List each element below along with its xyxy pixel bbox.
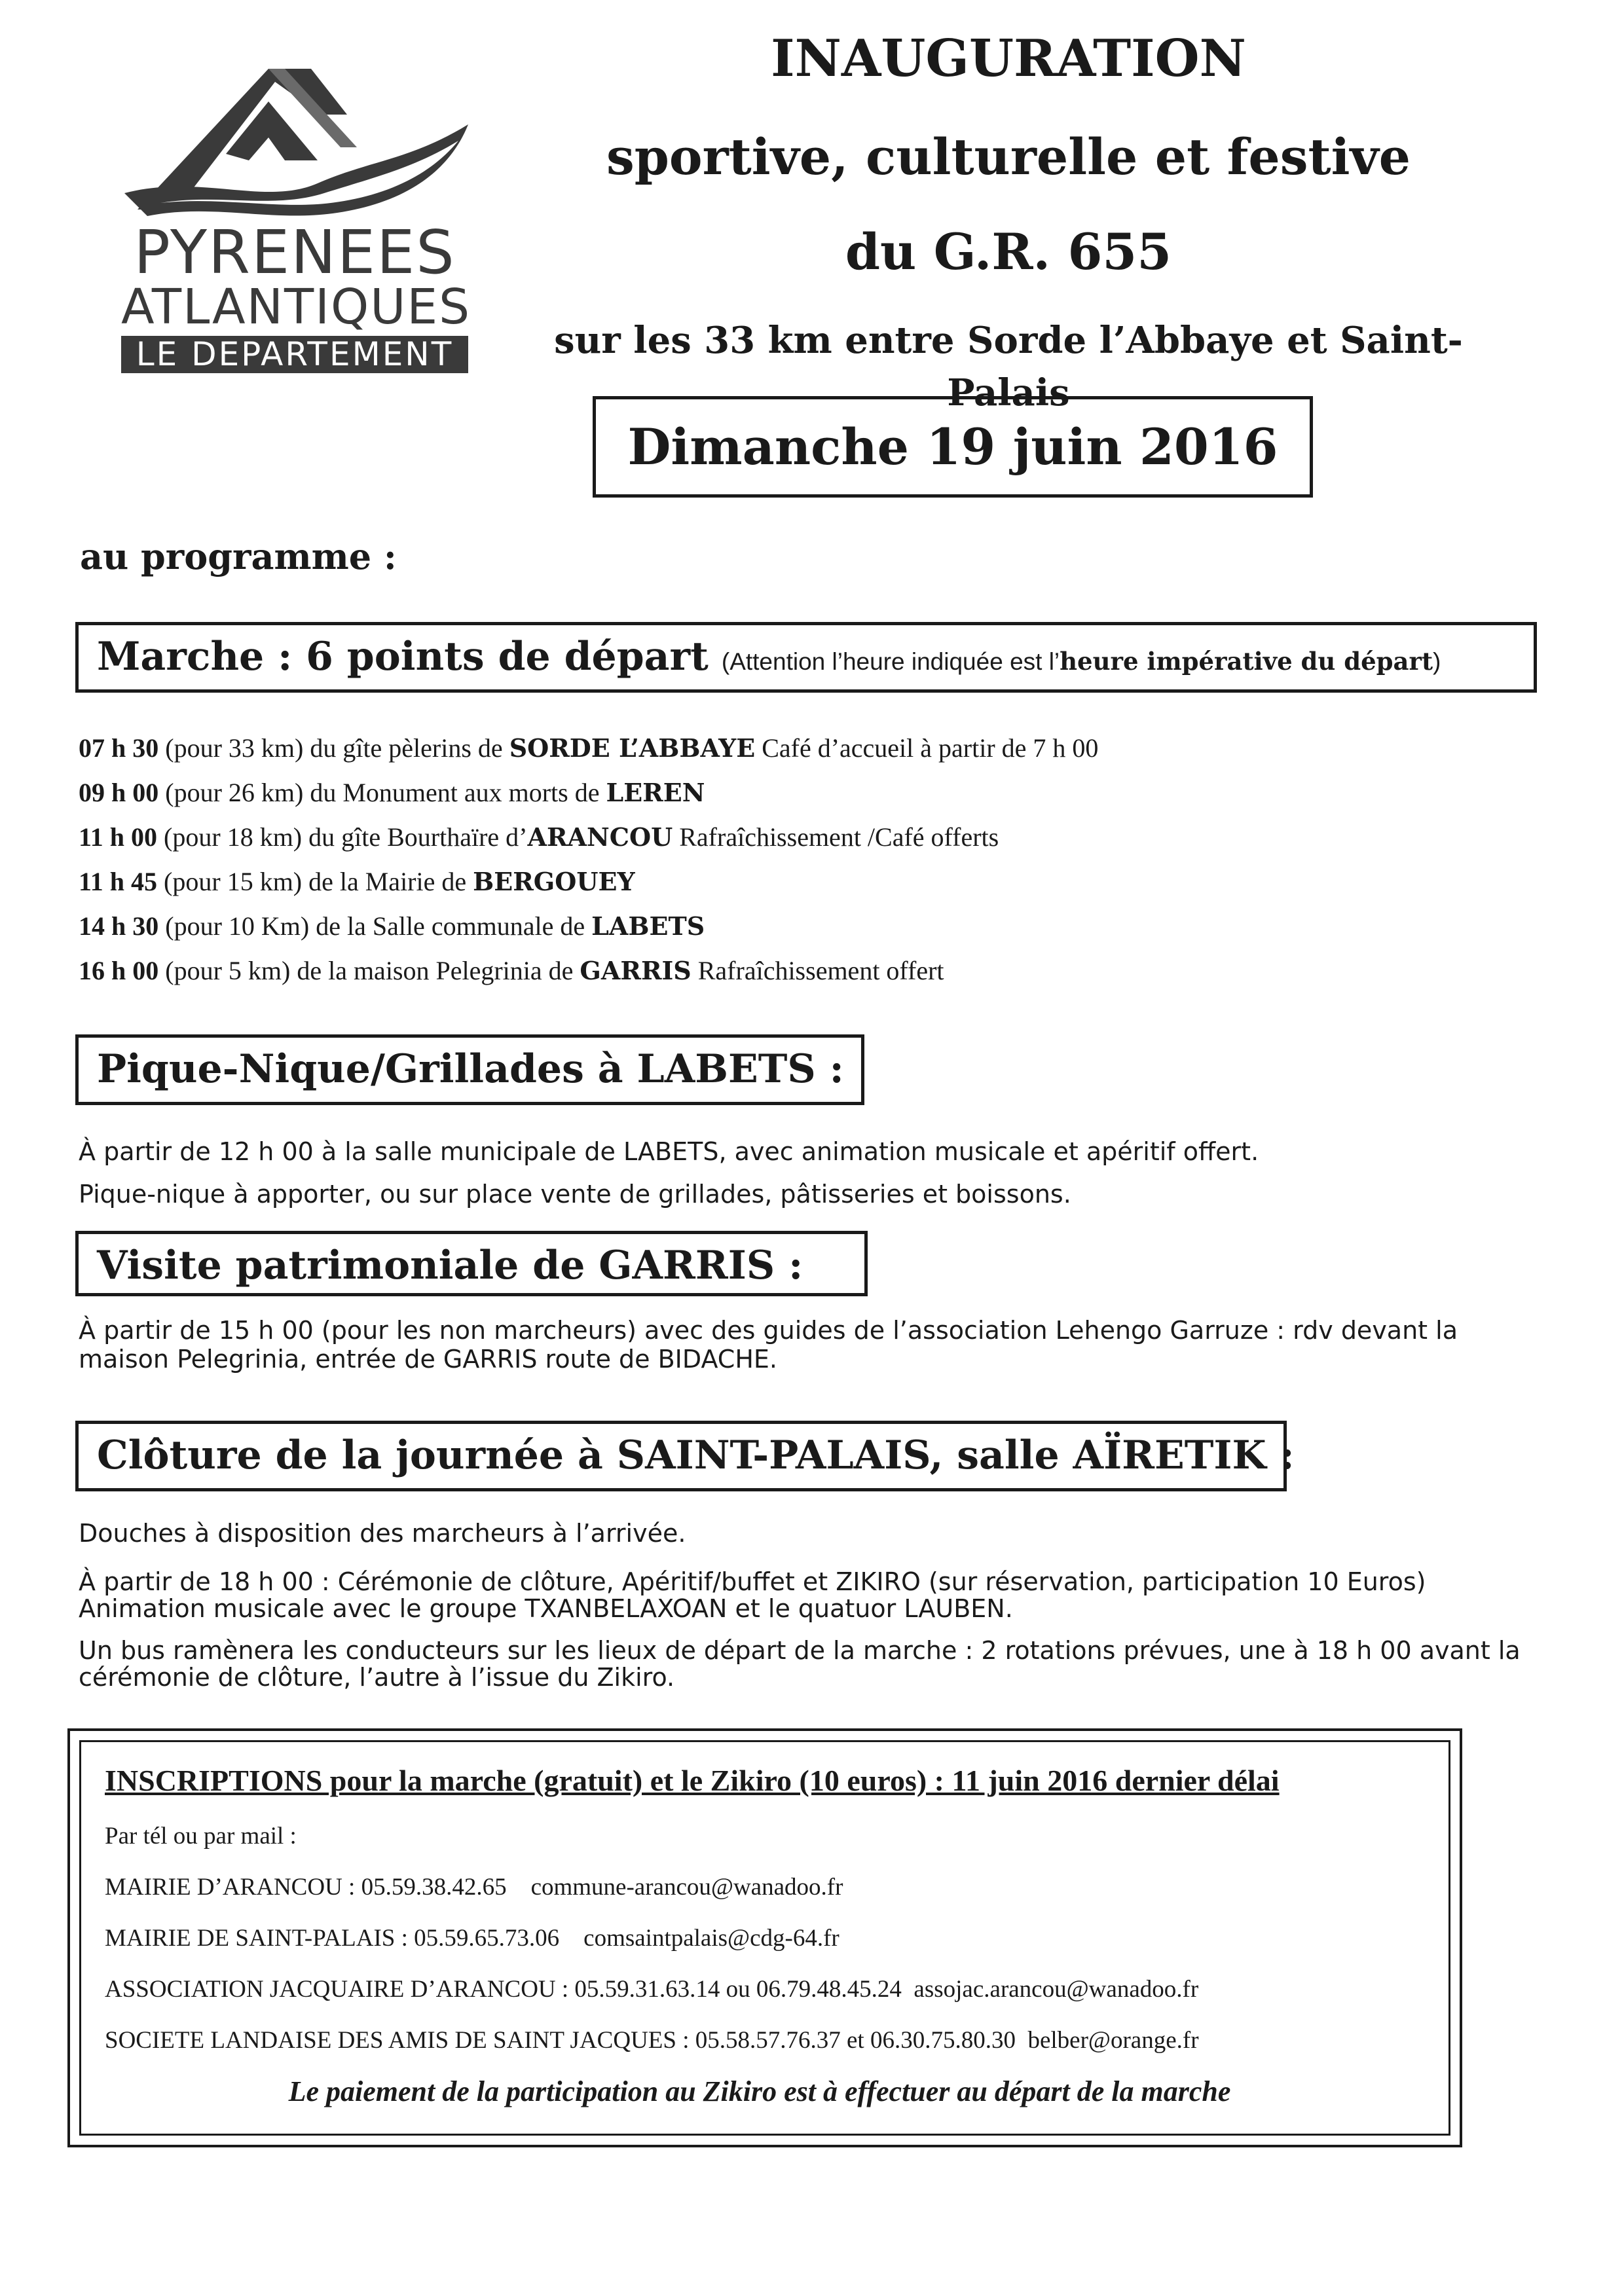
inscriptions-intro: Par tél ou par mail : [105,1823,297,1850]
departure-text: (pour 5 km) de la maison Pelegrinia de [158,956,580,985]
contact-email[interactable]: commune-arancou@wanadoo.fr [530,1874,843,1901]
cloture-line-3: Animation musicale avec le groupe TXANBELAXOAN et le quatuor LAUBEN. [79,1594,1013,1623]
departure-item [79,730,1098,767]
cloture-line-5: cérémonie de clôture, l’autre à l’issue du Zikiro. [79,1663,675,1692]
departure-place: BERGOUEY [473,867,635,896]
contact-line [105,1973,1198,2006]
departure-time: 11 h 00 [79,822,158,852]
contact-email[interactable]: assojac.arancou@wanadoo.fr [913,1976,1199,2003]
departure-time: 16 h 00 [79,956,159,985]
departure-item [79,774,705,811]
departure-text: (pour 10 Km) de la Salle communale de [158,911,592,941]
departure-place: LABETS [591,911,705,941]
departure-text: (pour 26 km) du Monument aux morts de [158,778,606,807]
departure-place: SORDE L’ABBAYE [509,733,756,763]
logo-line-atlantiques: ATLANTIQUES [121,279,471,335]
programme-label: au programme : [80,536,397,577]
contact-line [105,2024,1199,2057]
contact-name: ASSOCIATION JACQUAIRE D’ARANCOU : 05.59.31.63.14 ou 06.79.48.45.24 [105,1976,902,2003]
departure-extra: Rafraîchissement /Café offerts [673,822,999,852]
logo-line-departement: LE DEPARTEMENT [121,336,468,373]
visite-text: À partir de 15 h 00 (pour les non marcheurs) avec des guides de l’association Lehengo Garruze : rdv devant la maison Pelegrinia, entrée de GARRIS route de BIDACHE. [79,1316,1458,1374]
departure-time: 11 h 45 [79,867,158,896]
departure-text: (pour 18 km) du gîte Bourthaïre d’ [157,822,528,852]
departure-extra: Café d’accueil à partir de 7 h 00 [755,733,1099,763]
departure-time: 09 h 00 [79,778,159,807]
departure-place: LEREN [606,778,705,807]
contact-line [105,1922,840,1955]
route-line: sur les 33 km entre Sorde l’Abbaye et Saint-Palais [554,319,1463,414]
mountain-logo-icon [121,62,468,226]
section-marche-heading [75,622,1537,693]
section-cloture-heading [75,1421,1295,1491]
inscriptions-heading: INSCRIPTIONS pour la marche (gratuit) et le Zikiro (10 euros) : 11 juin 2016 dernier délai [105,1764,1280,1797]
page-subtitle: sportive, culturelle et festive [606,128,1411,186]
departure-time: 07 h 30 [79,733,159,763]
cloture-line-1: Douches à disposition des marcheurs à l’arrivée. [79,1519,686,1548]
departure-item [79,908,705,945]
inscriptions-footer: Le paiement de la participation au Zikiro est à effectuer au départ de la marche [288,2075,1231,2107]
departure-text: (pour 33 km) du gîte pèlerins de [158,733,509,763]
departure-place: ARANCOU [527,822,673,852]
contact-name: MAIRIE D’ARANCOU : 05.59.38.42.65 [105,1874,507,1901]
pique-line-2: Pique-nique à apporter, ou sur place vente de grillades, pâtisseries et boissons. [79,1180,1071,1209]
marche-note-suffix: ) [1433,648,1441,675]
marche-title: Marche : 6 points de départ [97,634,709,680]
departure-item [79,819,999,856]
departure-text: (pour 15 km) de la Mairie de [157,867,473,896]
marche-note [722,648,1441,675]
departure-time: 14 h 30 [79,911,159,941]
pique-title: Pique-Nique/Grillades à LABETS : [97,1046,844,1092]
departure-place: GARRIS [580,956,692,985]
cloture-line-4: Un bus ramènera les conducteurs sur les lieux de départ de la marche : 2 rotations prévues, une à 18 h 00 avant la [79,1636,1521,1665]
gr-label: du G.R. 655 [845,223,1172,281]
visite-title: Visite patrimoniale de GARRIS : [97,1243,803,1288]
section-pique-nique-heading [75,1034,864,1105]
contact-name: MAIRIE DE SAINT-PALAIS : 05.59.65.73.06 [105,1925,560,1952]
contact-email[interactable]: belber@orange.fr [1027,2027,1199,2054]
departure-item [79,864,635,900]
event-date-box: Dimanche 19 juin 2016 [593,396,1313,498]
logo-line-pyrenees: PYRENEES [134,217,456,287]
department-logo [121,62,471,373]
departure-item [79,953,944,989]
marche-note-prefix: (Attention l’heure indiquée est l’ [721,648,1060,675]
departure-extra: Rafraîchissement offert [691,956,944,985]
contact-line [105,1871,843,1904]
page-title: INAUGURATION [771,29,1246,88]
cloture-title: Clôture de la journée à SAINT-PALAIS, salle AÏRETIK : [97,1432,1295,1478]
section-visite-heading [75,1231,868,1296]
pique-line-1: À partir de 12 h 00 à la salle municipale de LABETS, avec animation musicale et apéritif offert. [79,1137,1259,1166]
contact-email[interactable]: comsaintpalais@cdg-64.fr [583,1925,840,1952]
marche-note-bold: heure impérative du départ [1060,647,1433,676]
cloture-line-2: À partir de 18 h 00 : Cérémonie de clôture, Apéritif/buffet et ZIKIRO (sur réservation, participation 10 Euros) [79,1567,1426,1596]
contact-name: SOCIETE LANDAISE DES AMIS DE SAINT JACQUES : 05.58.57.76.37 et 06.30.75.80.30 [105,2027,1016,2054]
